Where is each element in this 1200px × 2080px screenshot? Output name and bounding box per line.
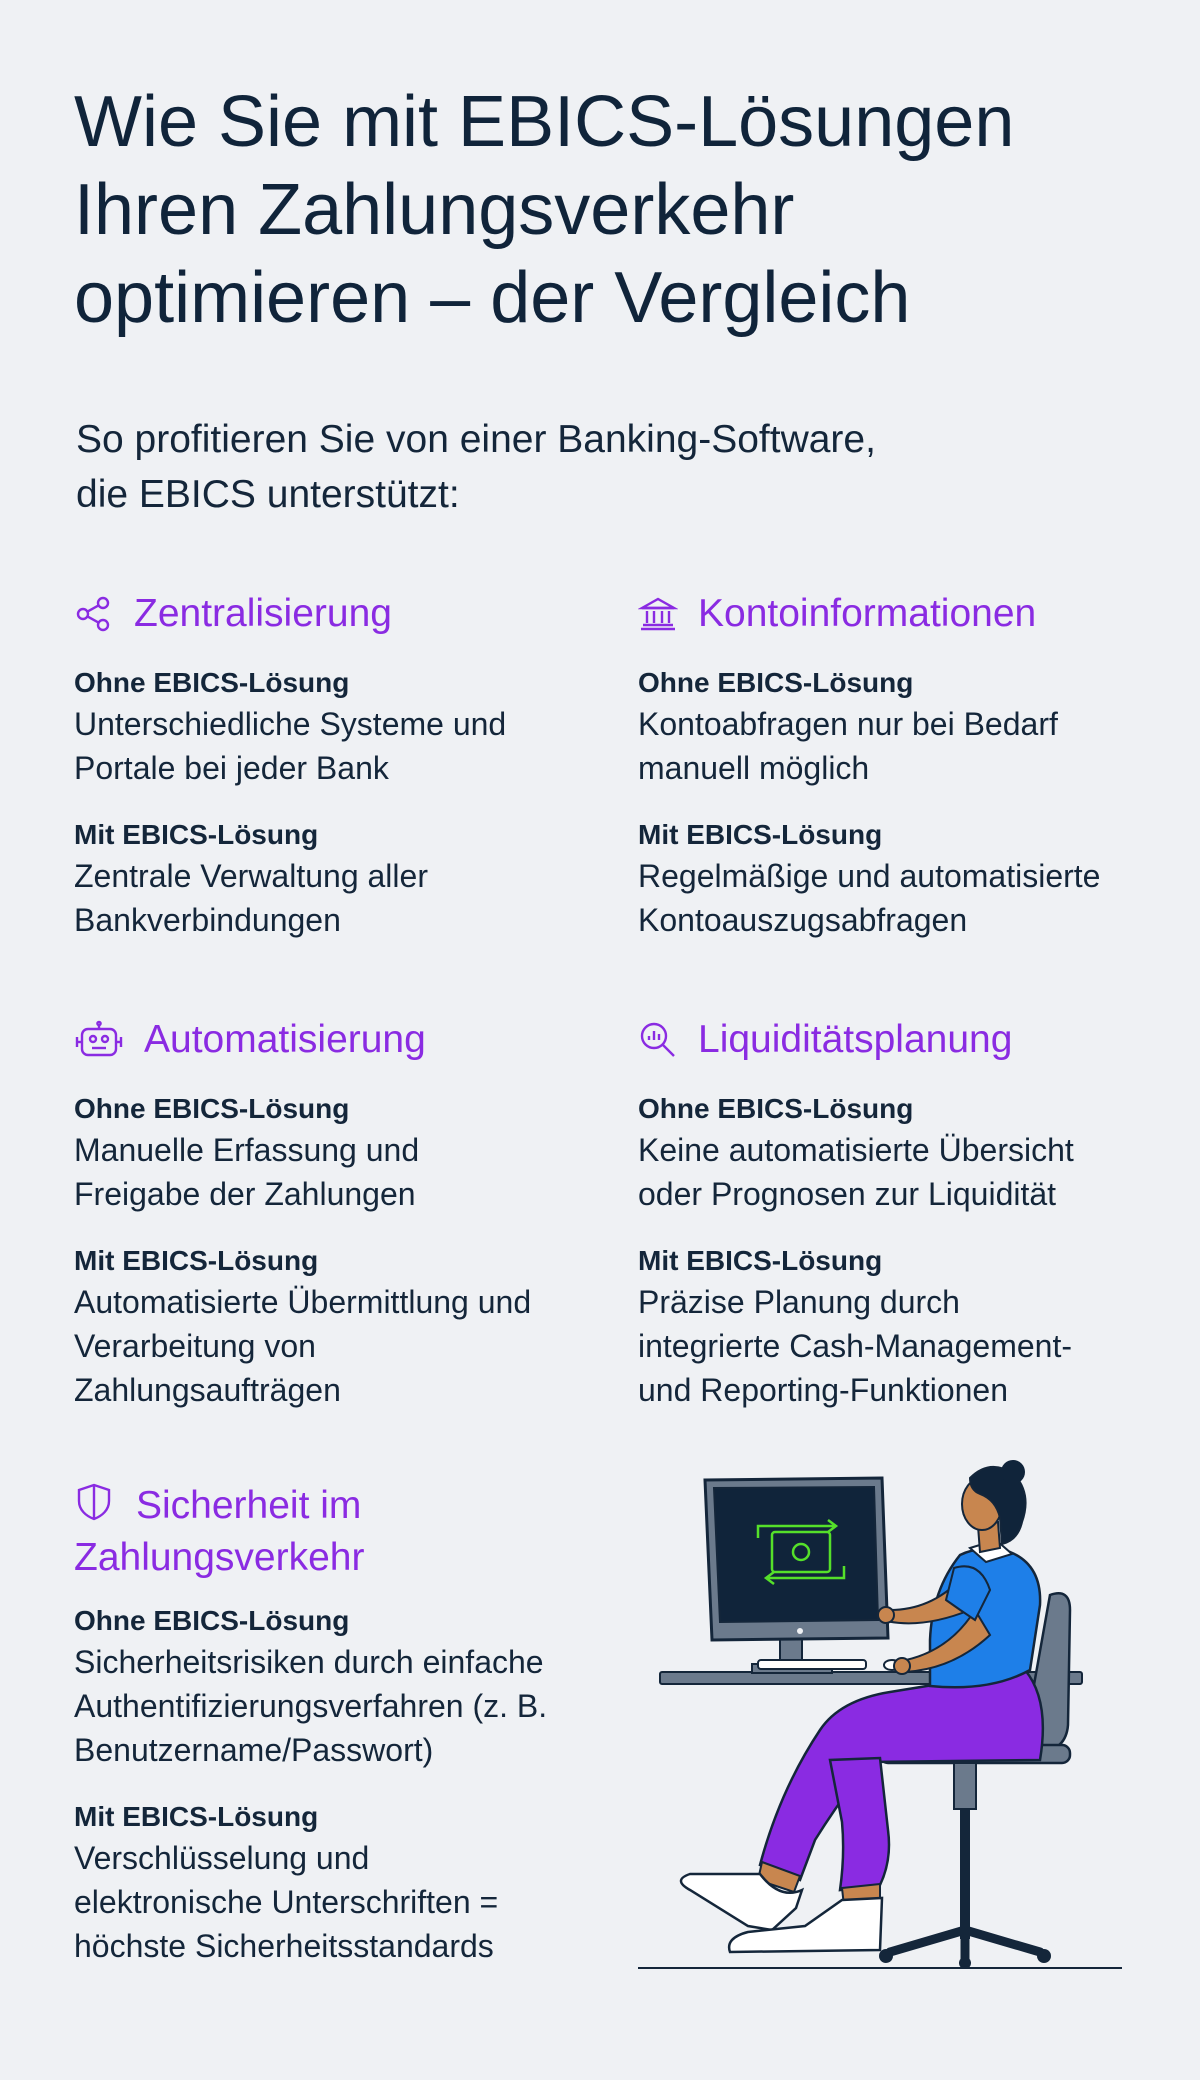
with-text: [638, 1280, 1158, 1412]
shield-icon: [74, 1482, 114, 1522]
text-line: oder Prognosen zur Liquidität: [638, 1176, 1057, 1212]
page-title-line: Wie Sie mit EBICS-Lösungen: [74, 82, 1015, 162]
section-header: [638, 1012, 1158, 1068]
section-title: Kontoinformationen: [698, 592, 1037, 635]
section-title: [74, 1480, 634, 1584]
with-label: Mit EBICS-Lösung: [638, 819, 883, 850]
section-title: Liquiditätsplanung: [698, 1018, 1013, 1061]
without-label: Ohne EBICS-Lösung: [74, 667, 350, 698]
section-automatisierung: [74, 1012, 594, 1412]
page-subtitle: [76, 412, 1076, 522]
with-label: Mit EBICS-Lösung: [74, 1245, 319, 1276]
page-title-line: optimieren – der Vergleich: [74, 258, 911, 338]
without-text: [74, 1640, 634, 1772]
section-header: [638, 586, 1158, 642]
without-label: Ohne EBICS-Lösung: [638, 667, 914, 698]
section-title-line: Zahlungsverkehr: [74, 1536, 365, 1579]
chair-column: [954, 1763, 976, 1809]
text-line: Verarbeitung von: [74, 1328, 316, 1364]
text-line: Verschlüsselung und: [74, 1840, 370, 1876]
monitor-screen: [714, 1487, 878, 1622]
without-text: [638, 1128, 1158, 1216]
chair-base: [890, 1930, 1040, 1960]
text-line: integrierte Cash-Management-: [638, 1328, 1072, 1364]
share-icon: [74, 594, 114, 634]
woman-at-computer-illustration: [630, 1460, 1130, 1980]
section-title: Zentralisierung: [134, 592, 392, 635]
page-title-line: Ihren Zahlungsverkehr: [74, 170, 795, 250]
section-header: [74, 1012, 594, 1068]
without-text: [74, 1128, 594, 1216]
legs: [760, 1670, 1043, 1880]
section-liquiditaetsplanung: [638, 1012, 1158, 1412]
without-label: Ohne EBICS-Lösung: [74, 1093, 350, 1124]
section-title: Automatisierung: [144, 1018, 426, 1061]
text-line: Zahlungsaufträgen: [74, 1372, 341, 1408]
text-line: Regelmäßige und automatisierte: [638, 858, 1101, 894]
text-line: Kontoauszugsabfragen: [638, 902, 968, 938]
without-text: [638, 702, 1158, 790]
chair-wheel: [1037, 1949, 1051, 1963]
with-text: [638, 854, 1158, 942]
with-text: [74, 1836, 634, 1968]
text-line: Bankverbindungen: [74, 902, 341, 938]
text-line: Keine automatisierte Übersicht: [638, 1132, 1074, 1168]
chair-wheel: [959, 1957, 971, 1969]
text-line: höchste Sicherheitsstandards: [74, 1928, 494, 1964]
with-label: Mit EBICS-Lösung: [74, 1801, 319, 1832]
keyboard: [758, 1660, 866, 1669]
subtitle-line: die EBICS unterstützt:: [76, 473, 460, 516]
text-line: manuell möglich: [638, 750, 870, 786]
section-sicherheit: [74, 1480, 634, 1968]
subtitle-line: So profitieren Sie von einer Banking-Software,: [76, 418, 876, 461]
text-line: und Reporting-Funktionen: [638, 1372, 1009, 1408]
text-line: Präzise Planung durch: [638, 1284, 960, 1320]
text-line: Zentrale Verwaltung aller: [74, 858, 428, 894]
bank-icon: [638, 594, 678, 634]
chair-stem: [960, 1809, 970, 1939]
without-text: [74, 702, 594, 790]
without-label: Ohne EBICS-Lösung: [74, 1605, 350, 1636]
section-header: [74, 586, 594, 642]
text-line: Unterschiedliche Systeme und: [74, 706, 507, 742]
text-line: Manuelle Erfassung und: [74, 1132, 420, 1168]
with-label: Mit EBICS-Lösung: [74, 819, 319, 850]
text-line: Authentifizierungsverfahren (z. B.: [74, 1688, 548, 1724]
hair-bun: [1001, 1460, 1025, 1484]
with-text: [74, 854, 594, 942]
with-label: Mit EBICS-Lösung: [638, 1245, 883, 1276]
hand: [894, 1658, 910, 1674]
text-line: Automatisierte Übermittlung und: [74, 1284, 532, 1320]
robot-icon: [74, 1020, 124, 1060]
with-text: [74, 1280, 594, 1412]
text-line: elektronische Unterschriften =: [74, 1884, 499, 1920]
without-label: Ohne EBICS-Lösung: [638, 1093, 914, 1124]
text-line: Kontoabfragen nur bei Bedarf: [638, 706, 1058, 742]
text-line: Portale bei jeder Bank: [74, 750, 389, 786]
search-chart-icon: [638, 1020, 678, 1060]
text-line: Benutzername/Passwort): [74, 1732, 434, 1768]
page-title: [74, 78, 1154, 342]
section-kontoinformationen: [638, 586, 1158, 942]
text-line: Freigabe der Zahlungen: [74, 1176, 416, 1212]
hand: [878, 1607, 894, 1623]
text-line: Sicherheitsrisiken durch einfache: [74, 1644, 544, 1680]
section-title-line: Sicherheit im: [74, 1480, 634, 1532]
monitor-power-led: [797, 1628, 803, 1634]
section-zentralisierung: [74, 586, 594, 942]
lower-leg: [830, 1758, 889, 1890]
